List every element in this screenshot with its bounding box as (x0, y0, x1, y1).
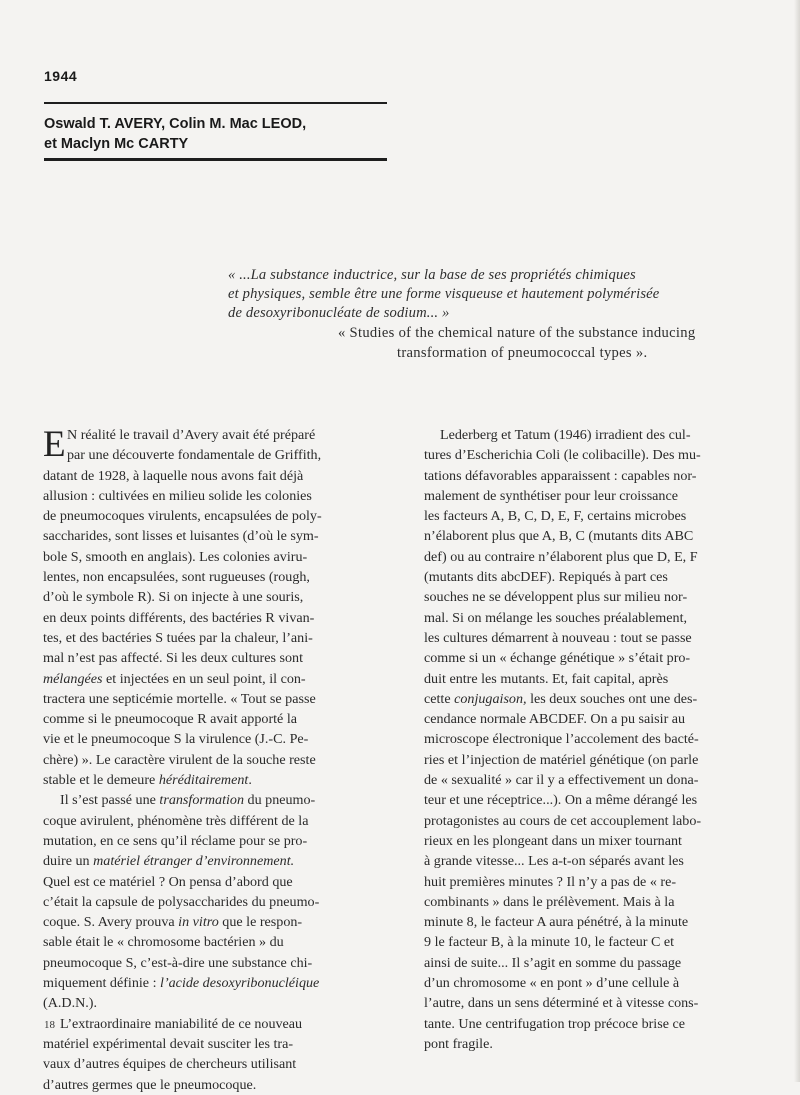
text-line: comme si un « échange génétique » s’était pro- (424, 650, 691, 667)
text-line: L’extraordinaire maniabilité de ce nouveau (60, 1015, 303, 1032)
text-line: tures d’Escherichia Coli (le colibacille). Des mu- (424, 447, 701, 464)
text-line: par une découverte fondamentale de Griffith, (67, 447, 322, 464)
epigraph-french (228, 266, 768, 323)
left-column (43, 425, 388, 1095)
text-line: N réalité le travail d’Avery avait été préparé (67, 427, 316, 443)
text-line: ainsi de suite... Il s’agit en somme du passage (424, 954, 682, 971)
text-line: les facteurs A, B, C, D, E, F, certains microbes (424, 508, 687, 525)
text-span: duire un (43, 853, 94, 870)
text-line: tractera une septicémie mortelle. « Tout se passe (43, 690, 316, 707)
text-line (43, 851, 388, 871)
text-span: que le respon- (218, 914, 303, 931)
text-line: vaux d’autres équipes de chercheurs utilisant (43, 1056, 297, 1073)
page-number: 18 (44, 1019, 55, 1031)
text-line: coque avirulent, phénomène très différent de la (43, 812, 309, 829)
text-line: (A.D.N.). (43, 995, 98, 1012)
text-span: stable et le demeure (43, 772, 159, 789)
text-line (43, 770, 388, 790)
text-line: tante. Une centrifugation trop précoce brise ce (424, 1015, 686, 1032)
text-span: . (248, 772, 252, 789)
text-line: protagonistes au cours de cet accouplement labo- (424, 812, 702, 829)
text-span: Il s’est passé une (60, 792, 160, 809)
italic-text: l’acide desoxyribonucléique (160, 975, 320, 992)
text-line: minute 8, le facteur A aura pénétré, à la minute (424, 914, 689, 931)
text-line: l’autre, dans un sens déterminé et à vitesse cons- (424, 995, 699, 1012)
text-line: allusion : cultivées en milieu solide les colonies (43, 487, 312, 504)
text-span: les deux souches ont une des- (526, 690, 698, 707)
text-line: d’un chromosome « en pont » d’une cellule à (424, 975, 680, 992)
text-line (43, 973, 388, 993)
text-line: sable était le « chromosome bactérien » du (43, 934, 284, 951)
text-line: souches ne se développent plus sur milieu nor- (424, 589, 688, 606)
text-line: duit entre les mutants. Et, fait capital, après (424, 670, 669, 687)
text-line: en deux points différents, des bactéries R vivan- (43, 609, 315, 626)
epigraph-line: et physiques, semble être une forme visqueuse et hautement polymérisée (228, 286, 660, 302)
text-span: cette (424, 690, 455, 707)
epigraph-line: « ...La substance inductrice, sur la base de ses propriétés chimiques (228, 267, 636, 283)
text-line: pneumocoque S, c’est-à-dire une substance chi- (43, 954, 313, 971)
text-line: tations défavorables apparaissent : capables nor- (424, 467, 697, 484)
text-line: huit premières minutes ? Il n’y a pas de « re- (424, 873, 677, 890)
authors-block (44, 114, 306, 154)
italic-text: héréditairement (158, 772, 249, 789)
epigraph-line: « Studies of the chemical nature of the substance inducing (338, 325, 696, 341)
bottom-rule (44, 158, 387, 161)
text-line (43, 912, 388, 932)
text-line: def) ou au contraire n’élaborent plus que D, E, F (424, 548, 698, 565)
text-line: cendance normale ABCDEF. On a pu saisir au (424, 711, 686, 728)
text-line: Lederberg et Tatum (1946) irradient des cul- (440, 427, 691, 443)
text-line: à grande vitesse... Les a-t-on séparés avant les (424, 853, 684, 870)
text-line: Quel est ce matériel ? On pensa d’abord que (43, 873, 293, 890)
text-line: lentes, non encapsulées, sont rugueuses (rough, (43, 569, 310, 586)
text-line: d’où le symbole R). Si on injecte à une souris, (43, 589, 304, 606)
page-edge-shadow (794, 0, 800, 1082)
text-line: ries et l’injection de matériel génétique (on parle (424, 751, 699, 768)
text-line: mutation, en ce sens qu’il réclame pour se pro- (43, 832, 308, 849)
text-line: mal n’est pas affecté. Si les deux cultures sont (43, 650, 304, 667)
text-line: rieux en les plongeant dans un mixer tournant (424, 832, 682, 849)
text-span: et injectées en un seul point, il con- (102, 670, 306, 687)
text-line: vie et le pneumocoque S la virulence (J.-C. Pe- (43, 731, 309, 748)
text-line: mal. Si on mélange les souches préalablement, (424, 609, 688, 626)
text-line: tes, et des bactéries S tuées par la chaleur, l’ani- (43, 629, 313, 646)
text-line (43, 790, 388, 810)
top-rule (44, 102, 387, 104)
text-span: coque. S. Avery prouva (43, 914, 179, 931)
text-line: les cultures démarrent à nouveau : tout se passe (424, 629, 692, 646)
text-line: pont fragile. (424, 1035, 493, 1052)
text-span: du pneumo- (244, 792, 316, 809)
italic-text: matériel étranger d’environnement. (93, 853, 295, 870)
authors-line: Oswald T. AVERY, Colin M. Mac LEOD, (44, 116, 307, 132)
italic-text: transformation (159, 792, 244, 809)
text-line: bole S, smooth en anglais). Les colonies aviru- (43, 548, 308, 565)
text-line: combinants » dans le prélèvement. Mais à la (424, 893, 675, 910)
epigraph-line: de desoxyribonucléate de sodium... » (228, 305, 450, 321)
text-line: (mutants dits abcDEF). Repiqués à part ces (424, 569, 668, 586)
text-line: chère) ». Le caractère virulent de la souche reste (43, 751, 316, 768)
text-line: c’était la capsule de polysaccharides du pneumo- (43, 893, 320, 910)
authors-line: et Maclyn Mc CARTY (44, 136, 189, 152)
text-line: saccharides, sont lisses et luisantes (d’où le sym- (43, 528, 319, 545)
italic-text: conjugaison, (454, 690, 527, 707)
text-line: teur et une réceptrice...). On a même dérangé les (424, 792, 698, 809)
text-line: de pneumocoques virulents, encapsulées de poly- (43, 508, 322, 525)
right-column (424, 425, 770, 1054)
drop-cap: E (43, 424, 66, 465)
text-line: datant de 1928, à laquelle nous avons fait déjà (43, 467, 304, 484)
text-line: matériel expérimental devait susciter les tra- (43, 1035, 294, 1052)
text-line: 9 le facteur B, à la minute 10, le facteur C et (424, 934, 675, 951)
text-line (43, 669, 388, 689)
italic-text: mélangées (43, 670, 103, 687)
epigraph-english (338, 323, 768, 363)
text-line: microscope électronique l’accolement des bacté- (424, 731, 699, 748)
text-line: n’élaborent plus que A, B, C (mutants dits ABC (424, 528, 694, 545)
italic-text: in vitro (178, 914, 219, 931)
text-line: de « sexualité » car il y a effectivement un dona- (424, 772, 699, 789)
year-heading: 1944 (44, 68, 78, 84)
text-line: d’autres germes que le pneumocoque. (43, 1076, 257, 1093)
epigraph-line: transformation of pneumococcal types ». (397, 345, 648, 361)
text-span: miquement définie : (43, 975, 161, 992)
text-line (424, 689, 770, 709)
text-line: malement de synthétiser pour leur croissance (424, 487, 678, 504)
text-line: comme si le pneumocoque R avait apporté la (43, 711, 297, 728)
